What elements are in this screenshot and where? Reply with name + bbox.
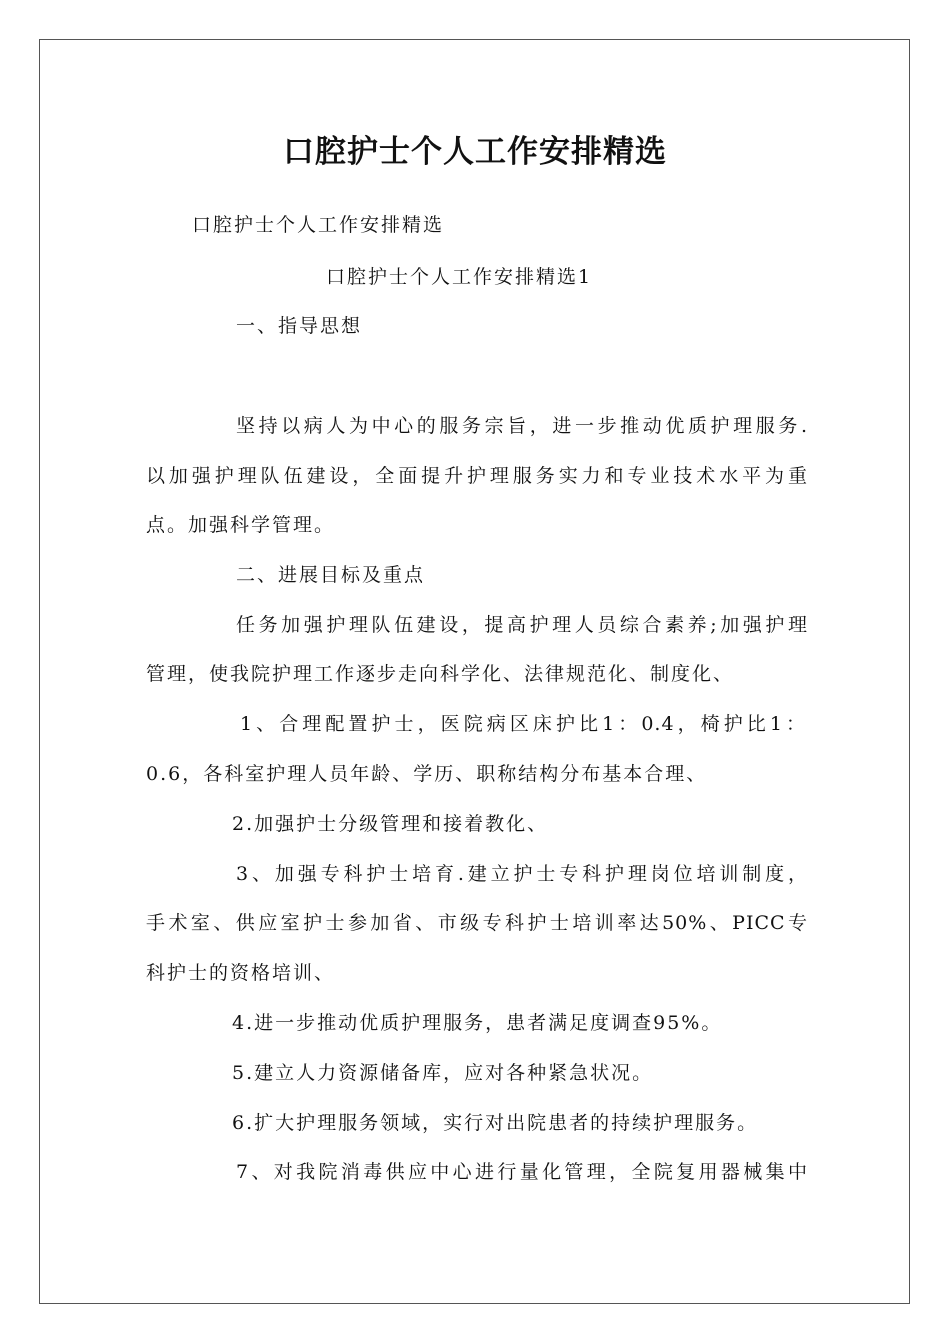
paragraph-line: 坚持以病人为中心的服务宗旨，进一步推动优质护理服务. <box>236 415 808 437</box>
paragraph-line: 手术室、供应室护士参加省、市级专科护士培训率达50%、PICC专 <box>146 912 808 934</box>
list-item-1: 1、合理配置护士，医院病区床护比1：0.4，椅护比1： <box>240 713 806 735</box>
document-subtitle: 口腔护士个人工作安排精选 <box>192 214 445 236</box>
paragraph-line: 管理，使我院护理工作逐步走向科学化、法律规范化、制度化、 <box>146 663 735 685</box>
paragraph-line: 科护士的资格培训、 <box>146 962 336 984</box>
list-item-6: 6.扩大护理服务领域，实行对出院患者的持续护理服务。 <box>232 1112 759 1134</box>
paragraph-line: 以加强护理队伍建设，全面提升护理服务实力和专业技术水平为重 <box>146 465 808 487</box>
list-item-7: 7、对我院消毒供应中心进行量化管理，全院复用器械集中 <box>236 1161 808 1183</box>
heading-goals: 二、进展目标及重点 <box>236 564 426 586</box>
heading-guiding-thought: 一、指导思想 <box>236 315 363 337</box>
list-item-3: 3、加强专科护士培育.建立护士专科护理岗位培训制度， <box>236 863 808 885</box>
list-item-4: 4.进一步推动优质护理服务，患者满足度调查95%。 <box>232 1012 723 1034</box>
list-item-5: 5.建立人力资源储备库，应对各种紧急状况。 <box>232 1062 654 1084</box>
paragraph-line: 任务加强护理队伍建设，提高护理人员综合素养;加强护理 <box>236 614 808 636</box>
paragraph-line: 0.6，各科室护理人员年龄、学历、职称结构分布基本合理、 <box>146 763 708 785</box>
section-title: 口腔护士个人工作安排精选1 <box>326 266 593 288</box>
paragraph-line: 点。加强科学管理。 <box>146 514 336 536</box>
document-title: 口腔护士个人工作安排精选 <box>283 134 667 170</box>
list-item-2: 2.加强护士分级管理和接着教化、 <box>232 813 549 835</box>
